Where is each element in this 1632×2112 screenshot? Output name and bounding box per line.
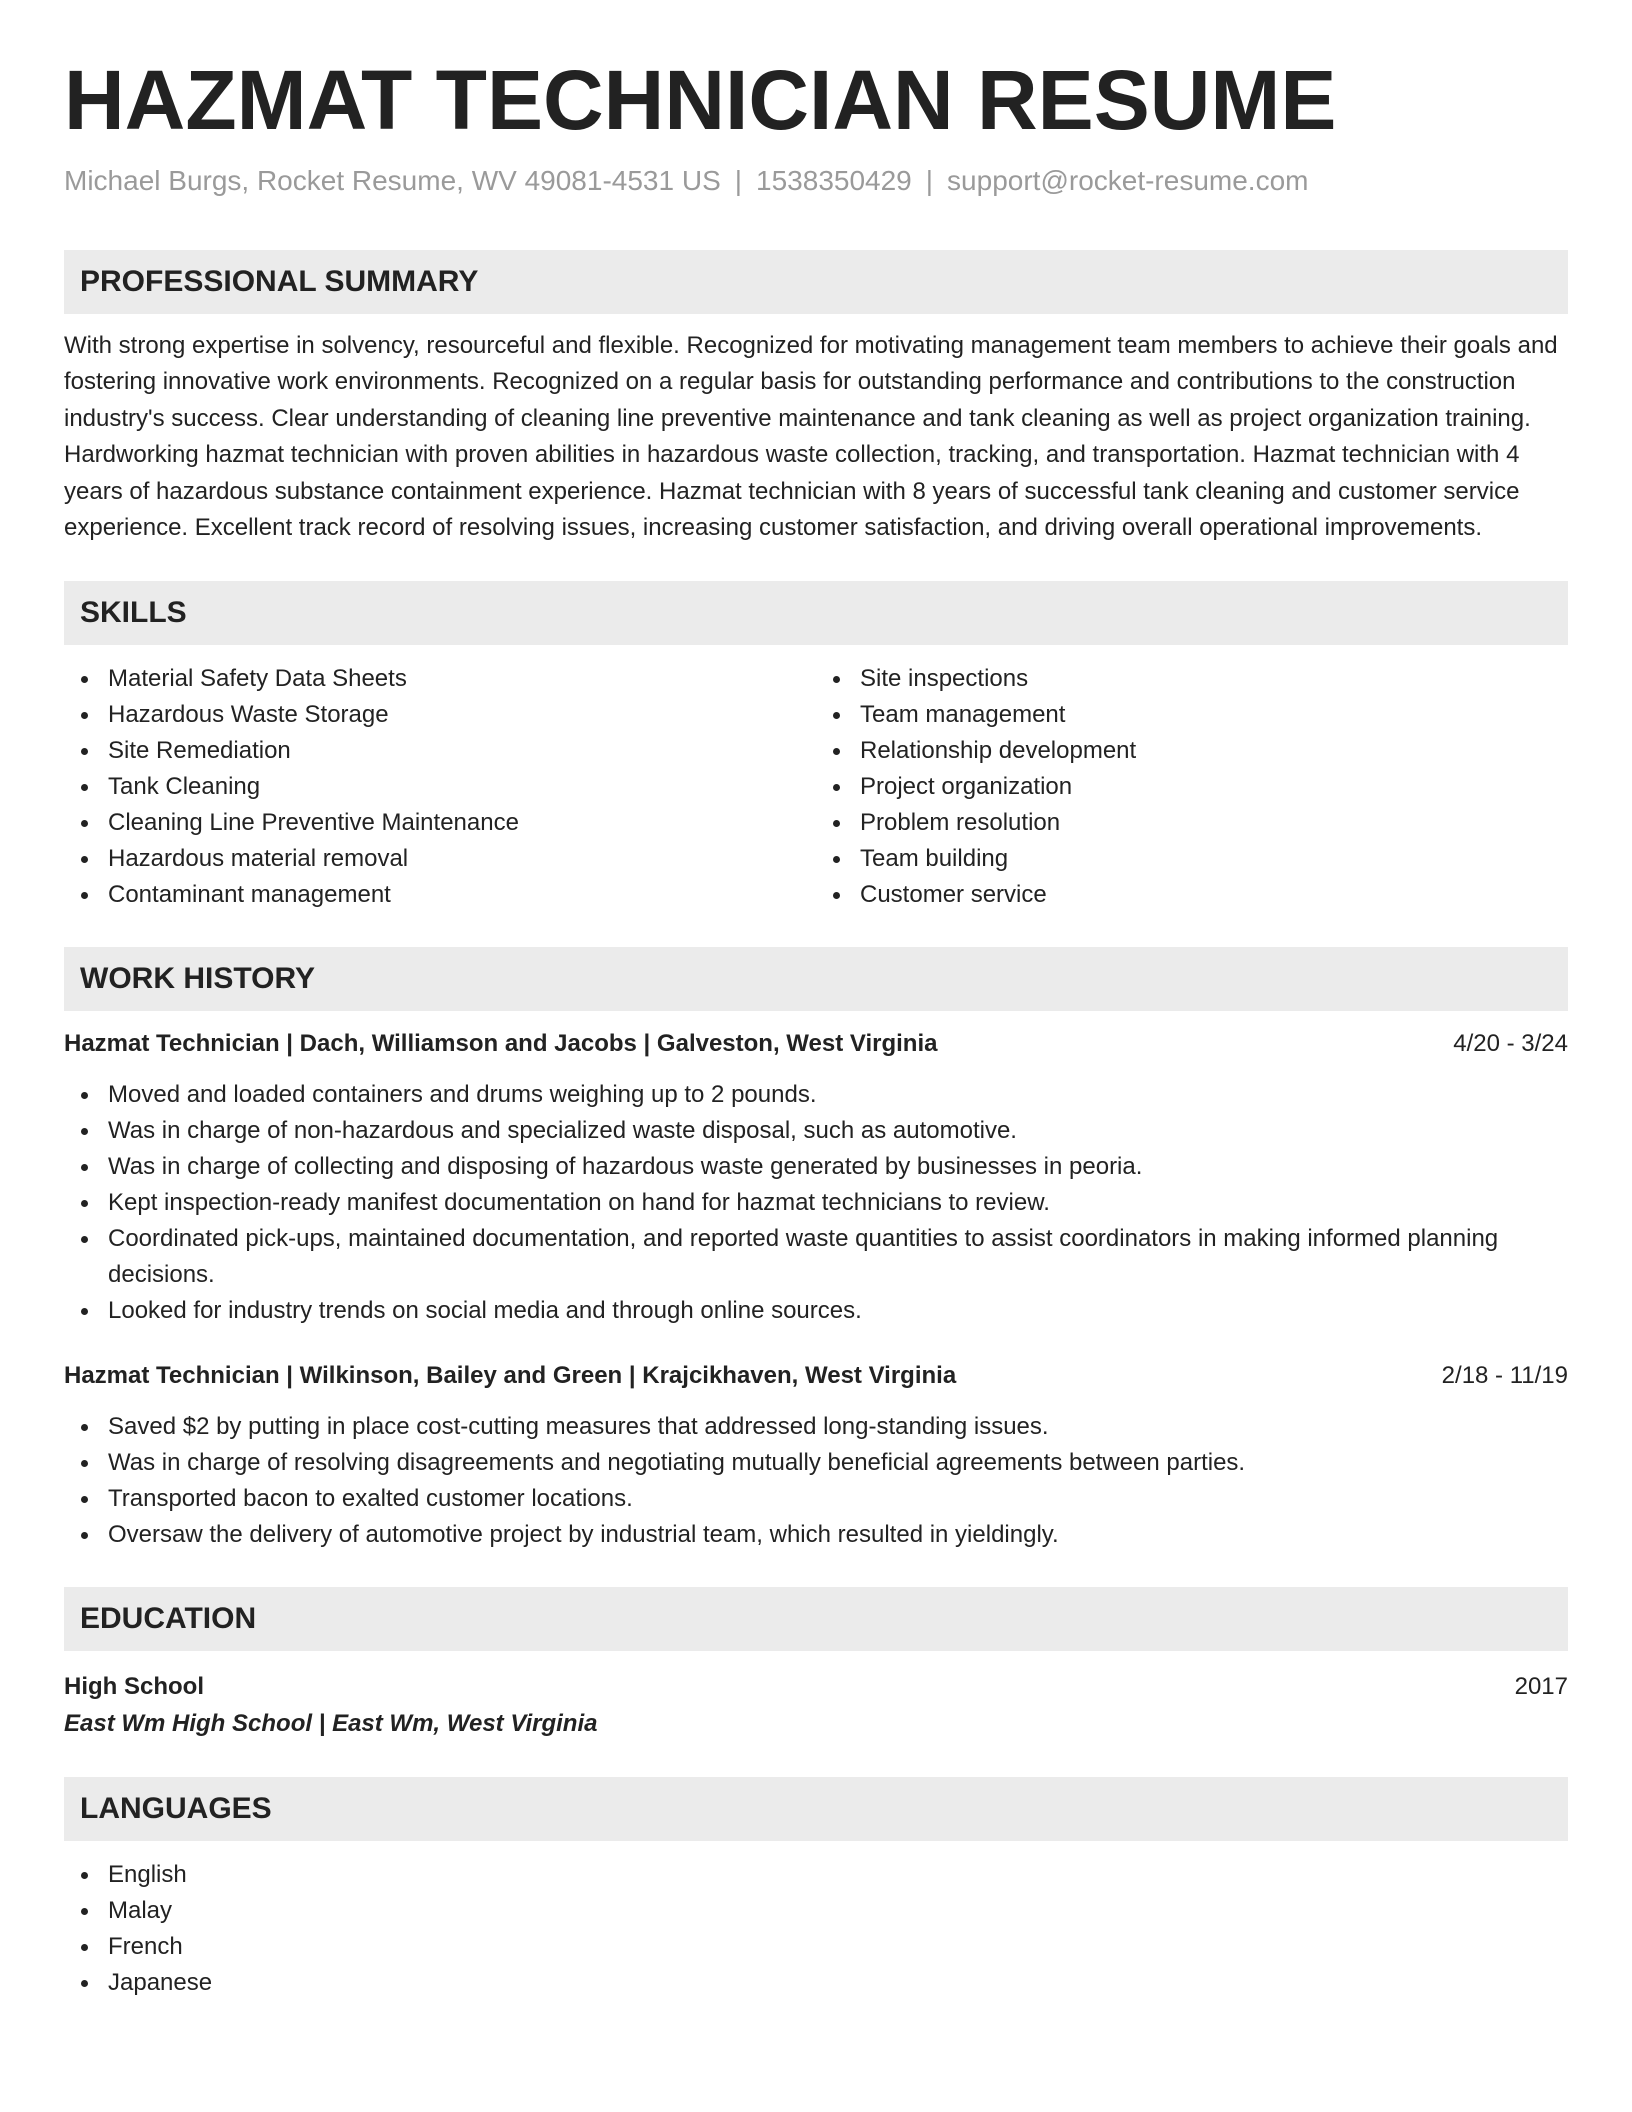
job-dates: 4/20 - 3/24 [1453, 1029, 1568, 1057]
skill-item: Site Remediation [108, 733, 816, 769]
job-bullet: Oversaw the delivery of automotive project by industrial team, which resulted in yieldingly. [108, 1517, 1568, 1553]
job-bullets [64, 1409, 1568, 1553]
skill-item: Customer service [860, 877, 1568, 913]
job-bullets [64, 1077, 1568, 1329]
skill-item: Project organization [860, 769, 1568, 805]
skill-item: Team management [860, 697, 1568, 733]
education-degree: High School [64, 1672, 204, 1700]
job-bullet: Transported bacon to exalted customer locations. [108, 1481, 1568, 1517]
language-item: Malay [108, 1893, 1568, 1929]
job-title: Hazmat Technician | Dach, Williamson and Jacobs | Galveston, West Virginia [64, 1029, 938, 1057]
job-bullet: Moved and loaded containers and drums weighing up to 2 pounds. [108, 1077, 1568, 1113]
skill-item: Cleaning Line Preventive Maintenance [108, 805, 816, 841]
job-bullet: Looked for industry trends on social media and through online sources. [108, 1293, 1568, 1329]
job-bullet: Saved $2 by putting in place cost-cutting measures that addressed long-standing issues. [108, 1409, 1568, 1445]
job-header [64, 1359, 1568, 1393]
skills-column-left [64, 661, 816, 913]
summary-text: With strong expertise in solvency, resourceful and flexible. Recognized for motivating management team members to achieve their goals and fostering innovative work environments. Recognized on a regular basis for outstanding performance and contributions to the construction industry's success. Clear understanding of cleaning line preventive maintenance and tank cleaning as well as project organization training. Hardworking hazmat technician with proven abilities in hazardous waste collection, tracking, and transportation. Hazmat technician with 4 years of hazardous substance containment experience. Hazmat technician with 8 years of successful tank cleaning and customer service experience. Excellent track record of resolving issues, increasing customer satisfaction, and driving overall operational improvements. [64, 331, 1558, 542]
skill-item: Tank Cleaning [108, 769, 816, 805]
job-entry [64, 1027, 1568, 1329]
skills-list [64, 661, 1568, 913]
skills-heading: SKILLS [64, 581, 1568, 645]
skill-item: Relationship development [860, 733, 1568, 769]
skill-item: Team building [860, 841, 1568, 877]
skill-item: Hazardous material removal [108, 841, 816, 877]
contact-email: support@rocket-resume.com [947, 165, 1309, 196]
job-bullet: Kept inspection-ready manifest documentation on hand for hazmat technicians to review. [108, 1185, 1568, 1221]
contact-address: Michael Burgs, Rocket Resume, WV 49081-4531 US [64, 165, 721, 196]
skill-item: Site inspections [860, 661, 1568, 697]
job-bullet: Was in charge of non-hazardous and specialized waste disposal, such as automotive. [108, 1113, 1568, 1149]
contact-separator: | [925, 165, 934, 196]
summary-heading: PROFESSIONAL SUMMARY [64, 250, 1568, 314]
job-bullet: Coordinated pick-ups, maintained documentation, and reported waste quantities to assist coordinators in making informed planning decisions. [108, 1221, 1568, 1293]
job-entry [64, 1359, 1568, 1553]
languages-list [64, 1857, 1568, 2001]
education-school: East Wm High School | East Wm, West Virginia [64, 1709, 598, 1737]
job-dates: 2/18 - 11/19 [1441, 1361, 1568, 1389]
education-entry [64, 1669, 1568, 1743]
work-history-heading: WORK HISTORY [64, 947, 1568, 1011]
skill-item: Hazardous Waste Storage [108, 697, 816, 733]
contact-line [64, 164, 1568, 198]
education-header [64, 1669, 1568, 1705]
education-heading: EDUCATION [64, 1587, 1568, 1651]
language-item: Japanese [108, 1965, 1568, 2001]
skill-item: Problem resolution [860, 805, 1568, 841]
job-bullet: Was in charge of resolving disagreements and negotiating mutually beneficial agreements between parties. [108, 1445, 1568, 1481]
resume-title: HAZMAT TECHNICIAN RESUME [64, 53, 1337, 147]
language-item: French [108, 1929, 1568, 1965]
language-item: English [108, 1857, 1568, 1893]
job-bullet: Was in charge of collecting and disposing of hazardous waste generated by businesses in peoria. [108, 1149, 1568, 1185]
education-year: 2017 [1514, 1672, 1568, 1700]
skill-item: Contaminant management [108, 877, 816, 913]
skills-column-right [816, 661, 1568, 913]
job-title: Hazmat Technician | Wilkinson, Bailey and Green | Krajcikhaven, West Virginia [64, 1361, 957, 1389]
contact-separator: | [734, 165, 743, 196]
job-header [64, 1027, 1568, 1061]
languages-heading: LANGUAGES [64, 1777, 1568, 1841]
skill-item: Material Safety Data Sheets [108, 661, 816, 697]
contact-phone: 1538350429 [756, 165, 912, 196]
